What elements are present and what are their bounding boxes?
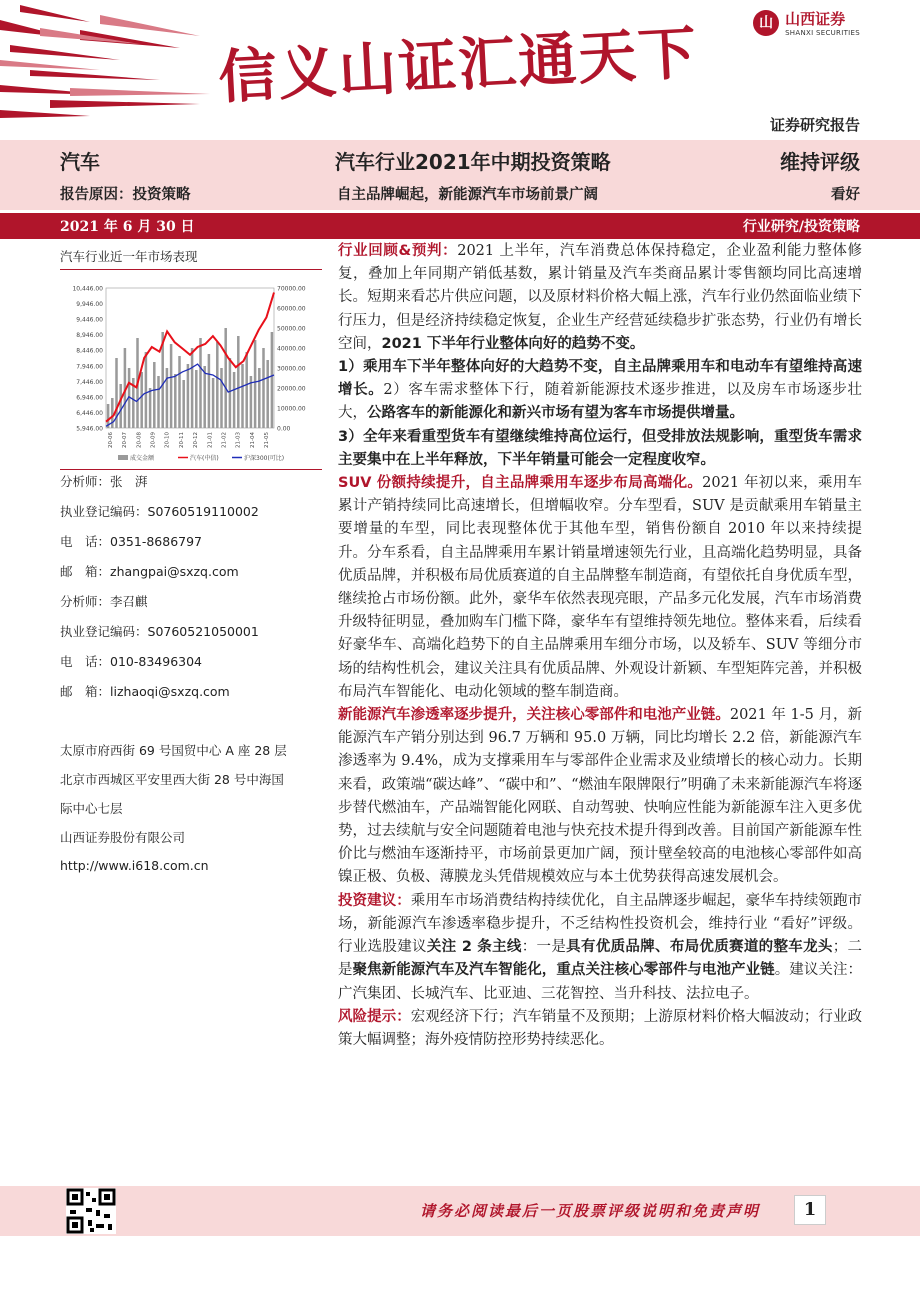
- reg2-value: S0760521050001: [147, 624, 259, 639]
- volume-bar: [224, 328, 227, 428]
- website-link[interactable]: http://www.i618.com.cn: [60, 858, 209, 873]
- mail2-value[interactable]: lizhaoqi@sxzq.com: [110, 684, 230, 699]
- legend-label: 成交金额: [130, 455, 155, 462]
- analyst1-name: 张 湃: [110, 474, 148, 489]
- header-banner: [0, 0, 920, 140]
- outlook: 看好: [831, 187, 860, 203]
- paragraph-passenger-bus: [338, 356, 862, 426]
- volume-bar: [208, 354, 211, 428]
- investment-text-g: 。建议关注：广汽集团、长城汽车、比亚迪、三花智控、当升科技、法拉电子。: [338, 962, 863, 1002]
- volume-bar: [170, 344, 173, 428]
- company-logo: [753, 8, 860, 37]
- right-axis-tick: 20000.00: [277, 385, 306, 393]
- right-axis-tick: 0.00: [277, 425, 291, 433]
- chart-svg: [60, 274, 322, 470]
- right-axis-tick: 60000.00: [277, 305, 306, 313]
- paragraph-suv: [338, 472, 862, 704]
- left-axis-tick: 8,946.00: [76, 332, 103, 340]
- left-axis-tick: 7,446.00: [76, 378, 103, 386]
- investment-text-d: 具有优质品牌、布局优质赛道的整车龙头: [566, 939, 833, 956]
- volume-bar: [153, 362, 156, 428]
- legend-swatch: [118, 455, 128, 460]
- volume-bar: [199, 338, 202, 428]
- qr-code-icon: [66, 1188, 116, 1234]
- report-title: 汽车行业2021年中期投资策略: [335, 150, 611, 174]
- suv-label: SUV 份额持续提升，自主品牌乘用车逐步布局高端化。: [338, 475, 703, 492]
- tel1-label: 电 话：: [60, 534, 111, 549]
- volume-bar: [157, 376, 160, 428]
- analyst1-label: 分析师：: [60, 474, 111, 489]
- left-axis-tick: 6,946.00: [76, 394, 103, 402]
- mail1-label: 邮 箱：: [60, 564, 111, 579]
- left-axis-tick: 10,446.00: [72, 285, 103, 293]
- volume-bar: [245, 352, 248, 428]
- right-axis-tick: 50000.00: [277, 325, 306, 333]
- volume-bar: [187, 364, 190, 428]
- volume-bar: [229, 358, 232, 428]
- volume-bar: [140, 372, 143, 428]
- slogan: 信义山证汇通天下: [216, 18, 700, 112]
- investment-text-c: ：一是: [521, 939, 567, 956]
- bus-conclusion: 公路客车的新能源化和新兴市场有望为客车市场提供增量。: [367, 405, 744, 422]
- volume-bar: [241, 364, 244, 428]
- analyst2-label: 分析师：: [60, 594, 111, 609]
- review-label: 行业回顾&预判：: [338, 243, 458, 259]
- reg1-label: 执业登记编码：: [60, 504, 148, 519]
- truck-text: 3）全年来看重型货车有望继续维持高位运行，但受排放法规影响，重型货车需求主要集中在上半年释放，下半年销量可能会一定程度收窄。: [338, 428, 862, 468]
- volume-bar: [195, 370, 198, 428]
- rating: 维持评级: [780, 150, 860, 174]
- volume-bar: [182, 380, 185, 428]
- volume-bar: [254, 340, 257, 428]
- plot-area: [106, 288, 274, 428]
- x-axis-tick: 20-07: [122, 432, 129, 448]
- right-axis-tick: 70000.00: [277, 285, 306, 293]
- address-beijing-1: 北京市西城区平安里西大街 28 号中海国: [60, 772, 284, 787]
- report-type: 证券研究报告: [769, 116, 860, 134]
- investment-text-b: 关注 2 条主线: [426, 939, 522, 956]
- logo-en: SHANXI SECURITIES: [785, 29, 860, 37]
- x-axis-tick: 20-12: [193, 432, 200, 448]
- right-axis-tick: 30000.00: [277, 365, 306, 373]
- company-name: 山西证券股份有限公司: [60, 830, 186, 845]
- x-axis-tick: 20-10: [164, 432, 171, 448]
- volume-bar: [203, 366, 206, 428]
- risk-label: 风险提示：: [338, 1008, 411, 1025]
- investment-label: 投资建议：: [338, 892, 411, 909]
- x-axis-tick: 20-06: [108, 432, 114, 448]
- paragraph-risk: [338, 1006, 862, 1052]
- risk-text: 宏观经济下行；汽车销量不及预期；上游原材料价格大幅波动；行业政策大幅调整；海外疫情防控形势持续恶化。: [338, 1008, 863, 1048]
- disclaimer: 请务必阅读最后一页股票评级说明和免责声明: [419, 1202, 760, 1220]
- review-text: 2021 上半年，汽车消费总体保持稳定，企业盈利能力整体修复，叠加上年同期产销低基数，累计销量及汽车类商品累计零售额均同比高速增长。短期来看芯片供应问题，以及原材料价格大幅上涨，汽车行业仍然面临业绩下行压力，但是经济持续稳定恢复，企业生产经营延续稳步扩张态势，行业仍有增长空间，: [338, 243, 862, 352]
- left-axis-tick: 6,446.00: [76, 409, 103, 417]
- investment-text-a: 乘用车市场消费结构持续优化，自主品牌逐步崛起，豪华车持续领跑市场，新能源汽车渗透率稳步提升，不乏结构性投资机会，维持行业 “看好”评级。行业选股建议: [338, 892, 863, 956]
- volume-bar: [191, 348, 194, 428]
- passenger-car-text: 1）乘用车下半年整体向好的大趋势不变，自主品牌乘用车和电动车有望维持高速增长。: [338, 359, 862, 399]
- x-axis-tick: 21-02: [221, 432, 228, 448]
- volume-bar: [145, 352, 148, 428]
- legend-label: 汽车(中信): [190, 455, 219, 462]
- tel1-value: 0351-8686797: [110, 534, 203, 549]
- investment-text-f: 聚焦新能源汽车及汽车智能化，重点关注核心零部件与电池产业链: [352, 962, 775, 979]
- x-axis-tick: 20-09: [150, 432, 157, 448]
- x-axis-tick: 20-11: [178, 432, 185, 448]
- address-beijing-2: 际中心七层: [60, 801, 123, 816]
- report-category: 行业研究/投资策略: [742, 219, 860, 235]
- review-conclusion: 2021 下半年行业整体向好的趋势不变。: [381, 335, 645, 352]
- report-subtitle: 自主品牌崛起，新能源汽车市场前景广阔: [337, 187, 598, 203]
- volume-bar: [262, 348, 265, 428]
- volume-bar: [216, 342, 219, 428]
- volume-bar: [212, 378, 215, 428]
- left-axis-tick: 5,946.00: [76, 425, 103, 433]
- legend-label: 沪深300(可比): [244, 455, 285, 462]
- logo-icon: 山: [753, 10, 779, 36]
- volume-bar: [266, 360, 269, 428]
- analyst2-name: 李召麒: [110, 594, 148, 609]
- left-axis-tick: 7,946.00: [76, 363, 103, 371]
- paragraph-investment: [338, 890, 862, 1006]
- x-axis-tick: 21-05: [264, 432, 270, 448]
- mail2-label: 邮 箱：: [60, 684, 111, 699]
- paragraph-review: [338, 240, 862, 356]
- nev-label: 新能源汽车渗透率逐步提升，关注核心零部件和电池产业链。: [338, 707, 730, 724]
- left-axis-tick: 8,446.00: [76, 347, 103, 355]
- report-date: 2021 年 6 月 30 日: [60, 219, 195, 235]
- report-reason: 报告原因：投资策略: [60, 187, 191, 203]
- x-axis-tick: 21-01: [207, 432, 214, 448]
- industry: 汽车: [60, 150, 100, 174]
- left-axis-tick: 9,446.00: [76, 316, 103, 324]
- x-axis-tick: 21-03: [235, 432, 242, 448]
- volume-bar: [258, 368, 261, 428]
- banner-decoration: [0, 0, 240, 140]
- volume-bar: [174, 374, 177, 428]
- sidebar: [60, 244, 322, 470]
- bus-text: 2）客车需求整体下行，随着新能源技术逐步推进，以及房车市场逐步壮大，: [338, 382, 862, 422]
- volume-bar: [271, 332, 274, 428]
- volume-bar: [166, 368, 169, 428]
- volume-bar: [237, 336, 240, 428]
- x-axis-tick: 21-04: [249, 432, 256, 448]
- reg1-value: S0760519110002: [147, 504, 259, 519]
- tel2-label: 电 话：: [60, 654, 111, 669]
- page-number: 1: [794, 1195, 826, 1225]
- tel2-value: 010-83496304: [110, 654, 203, 669]
- investment-text-e: ；二是: [338, 939, 863, 979]
- suv-text: 2021 年初以来，乘用车累计产销持续同比高速增长，但增幅收窄。分车型看，SUV 是贡献乘用车销量主要增量的车型，同比表现整体优于其他车型，销售份额自 2010 年以来持续提升。分车系看，自主品牌乘用车累计销量增速领先行业，且高端化趋势明显，具备优质品牌，并积极布局优质赛道的自主品牌整车制造商，有望依托自身优质车型，继续抢占市场份额。此外，豪华车依然表现亮眼，产品多元化发展，汽车市场消费升级特征明显，叠加购车门槛下降，豪华车有望维持领先地位。整体来看，后续看好豪华车、高端化趋势下的自主品牌乘用车细分市场，以及轿车、SUV 等细分市场的结构性机会，建议关注具有优质品牌、外观设计新颖、车型矩阵完善，并积极布局汽车智能化、电动化领域的整车制造商。: [338, 475, 862, 700]
- reg2-label: 执业登记编码：: [60, 624, 148, 639]
- paragraph-nev: [338, 704, 862, 890]
- volume-bar: [178, 356, 181, 428]
- volume-bar: [220, 368, 223, 428]
- paragraph-truck: [338, 426, 862, 472]
- volume-bar: [233, 372, 236, 428]
- x-axis-tick: 20-08: [136, 432, 143, 448]
- main-text: [338, 240, 862, 1052]
- logo-cn: 山西证券: [785, 10, 846, 28]
- mail1-value[interactable]: zhangpai@sxzq.com: [110, 564, 239, 579]
- chart-title: 汽车行业近一年市场表现: [60, 244, 322, 270]
- volume-bar: [149, 388, 152, 428]
- volume-bar: [119, 384, 122, 428]
- left-axis-tick: 9,946.00: [76, 301, 103, 309]
- right-axis-tick: 40000.00: [277, 345, 306, 353]
- market-chart: [60, 274, 322, 470]
- right-axis-tick: 10000.00: [277, 405, 306, 413]
- nev-text: 2021 年 1-5 月，新能源汽车产销分别达到 96.7 万辆和 95.0 万辆，同比均增长 2.2 倍，新能源汽车渗透率为 9.4%，成为支撑乘用车与零部件企业需求及业绩增长的核心动力。长期来看，政策端“碳达峰”、“碳中和”、“燃油车限牌限行”明确了未来新能源汽车将逐步替代燃油车，产品端智能化网联、自动驾驶、快响应性能为新能源车注入更多优势，过去续航与安全问题随着电池与快充技术提升得到改善。目前国产新能源车性价比与燃油车逐渐持平，市场前景更加广阔，预计壁垒较高的电池核心零部件如高镍正极、负极、薄膜龙头凭借规模效应与本土优势获得高速发展机会。: [338, 707, 862, 886]
- address-taiyuan: 太原市府西街 69 号国贸中心 A 座 28 层: [60, 743, 287, 758]
